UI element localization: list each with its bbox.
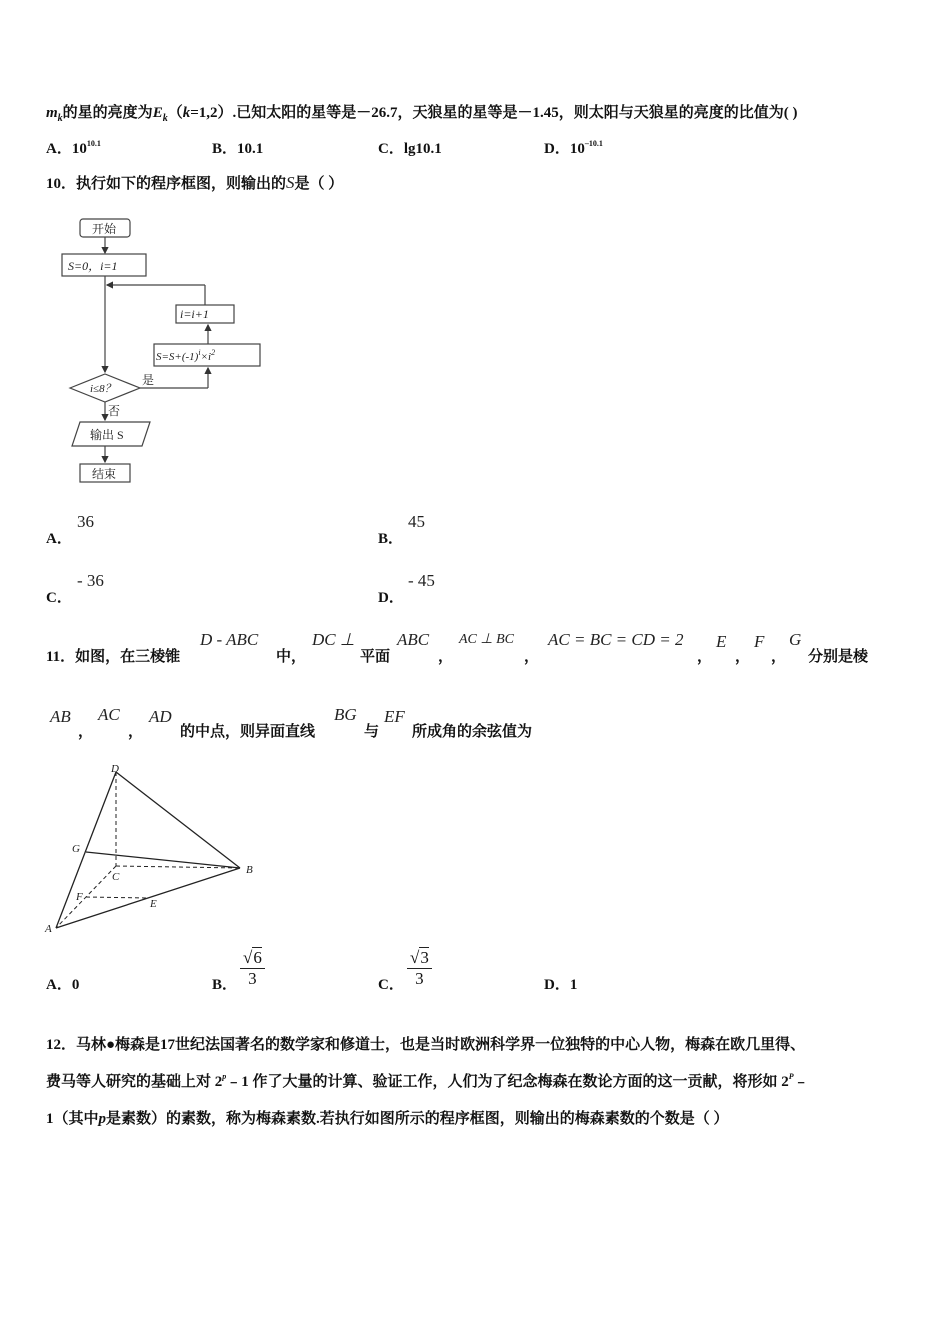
edge-AB [56, 868, 240, 928]
q11-math-F: F [754, 632, 765, 651]
q11-text-s2: 中， [276, 649, 307, 665]
q9-stem [46, 101, 798, 124]
math-sub-k2: k [162, 113, 168, 124]
option-text: 10.1 [237, 141, 264, 157]
option-label: A． [46, 977, 72, 993]
q12-line1: 12．马林●梅森是17世纪法国著名的数学家和修道士，也是当时欧洲科学界一位独特的中心人物，梅森在欧几里得、 [46, 1037, 806, 1053]
option-sup: –10.1 [584, 139, 603, 148]
q10-option-c-value: - 36 [77, 571, 104, 590]
q11-text-s3: 平面 [360, 649, 391, 665]
q11-math-EF: EF [384, 707, 405, 726]
q9-text-a: 的星的亮度为 [62, 105, 153, 121]
label-C: C [112, 871, 120, 883]
q10-option-a-label: A． [46, 531, 72, 547]
option-label: D． [544, 977, 570, 993]
q11-math-AB: AB [50, 707, 71, 726]
math-m: m [46, 105, 58, 121]
q10-flowchart [60, 212, 280, 492]
q11-option-c-label: C． [378, 977, 404, 993]
flow-update-text: $S=S+(-1)^i\times i^2$ [156, 348, 216, 363]
q11-tetrahedron-figure [40, 760, 270, 940]
label-B: B [246, 864, 253, 876]
q11-math-G: G [789, 630, 802, 649]
q11-math-BG: BG [334, 705, 357, 724]
flow-no-label: 否 [108, 404, 121, 418]
q9-text-c: =1,2）.已知太阳的星等是－26.7，天狼星的星等是－1.45，则太阳与天狼星的亮度的比值为( ) [190, 105, 798, 121]
q12-line3 [46, 1107, 729, 1128]
option-base: 10 [71, 141, 87, 157]
q12-text-e: 是素数）的素数，称为梅森素数.若执行如图所示的程序框图，则输出的梅森素数的个数是（ ） [106, 1111, 729, 1127]
q12-text-b: ﹣1 作了大量的计算、验证工作，人们为了纪念梅森在数论方面的这一贡献，将形如 2 [226, 1074, 789, 1090]
q10-option-d-label: D． [378, 590, 404, 606]
option-label: B． [212, 141, 238, 157]
q12-line2 [46, 1070, 809, 1091]
q11-text-s12: 的中点，则异面直线 [180, 724, 316, 740]
q9-text-b: （ [167, 105, 183, 121]
label-E: E [150, 898, 157, 910]
option-label: C． [378, 141, 404, 157]
q12-text-d: 1（其中 [46, 1111, 99, 1127]
segment-GB [86, 852, 240, 868]
q12-sup-P: P [788, 1072, 794, 1081]
label-A: A [45, 923, 52, 935]
q10-text-b: 是（ ） [294, 176, 344, 192]
edge-DA [56, 772, 116, 928]
fraction-numerator: 3 [420, 948, 429, 967]
edge-DB [116, 772, 240, 868]
q10-text-a: 10．执行如下的程序框图，则输出的 [46, 176, 287, 192]
option-label: D． [544, 141, 570, 157]
q11-text-s4: ， [438, 649, 454, 665]
q11-option-c-fraction: $\frac{√3}{3}$ [407, 948, 432, 989]
q11-math-DC-perp: DC ⊥ [312, 630, 355, 649]
q11-text-s6: ， [697, 649, 713, 665]
q9-option-b [212, 137, 263, 158]
segment-FE [86, 897, 148, 898]
q9-option-c [378, 137, 442, 158]
flow-start-text: 开始 [92, 222, 117, 236]
q12-text-a: 费马等人研究的基础上对 2 [46, 1074, 223, 1090]
math-S: S [286, 173, 295, 192]
flow-yes-label: 是 [142, 373, 155, 387]
q11-math-DABC: D - ABC [200, 630, 259, 649]
q11-math-AC-perp-BC: AC ⊥ BC [459, 632, 514, 647]
q11-math-equalities: AC = BC = CD = 2 [548, 630, 684, 649]
q10-option-a-value: 36 [77, 512, 94, 531]
q11-math-E: E [716, 632, 727, 651]
label-G: G [72, 843, 80, 855]
option-label: A． [46, 141, 72, 157]
q11-text-s14: 所成角的余弦值为 [412, 724, 533, 740]
q11-option-b-fraction: $\frac{√6}{3}$ [240, 948, 265, 989]
q10-option-d-value: - 45 [408, 571, 435, 590]
option-value: 0 [71, 977, 80, 993]
q12-sup-p: p [222, 1072, 227, 1081]
q12-math-p: p [98, 1111, 107, 1127]
flow-condition-text: i≤8？ [90, 383, 116, 395]
option-text: lg10.1 [403, 141, 442, 157]
q11-stem-a: 11．如图，在三棱锥 [46, 649, 181, 665]
flow-output-text: 输出 S [90, 428, 124, 442]
q9-option-a [46, 137, 101, 158]
q11-text-s10: ， [78, 724, 94, 740]
q11-option-d [544, 973, 577, 994]
q9-option-d [544, 137, 603, 158]
q11-text-s5: ， [524, 649, 540, 665]
q11-math-AC: AC [98, 705, 120, 724]
fraction-denominator: 3 [248, 969, 257, 988]
math-E: E [152, 105, 163, 121]
q12-text-c: ﹣ [793, 1074, 809, 1090]
q11-math-ABC: ABC [397, 630, 430, 649]
q11-option-b-label: B． [212, 977, 238, 993]
q10-stem [46, 172, 343, 193]
q11-text-s7: ， [735, 649, 751, 665]
option-value: 1 [569, 977, 578, 993]
flow-init-text: S=0，i=1 [68, 259, 118, 273]
q10-option-c-label: C． [46, 590, 72, 606]
label-F: F [76, 891, 83, 903]
math-sub-k: k [57, 113, 63, 124]
flow-end-text: 结束 [92, 467, 117, 481]
option-base: 10 [569, 141, 585, 157]
label-D: D [111, 763, 119, 775]
q11-text-s9: 分别是棱 [808, 649, 869, 665]
q11-text-s13: 与 [364, 724, 380, 740]
math-k: k [182, 105, 191, 121]
fraction-denominator: 3 [415, 969, 424, 988]
q10-option-b-value: 45 [408, 512, 425, 531]
fraction-numerator: 6 [253, 948, 262, 967]
q11-math-AD: AD [149, 707, 172, 726]
q11-text-s8: ， [771, 649, 787, 665]
q10-option-b-label: B． [378, 531, 404, 547]
option-sup: 10.1 [86, 139, 101, 148]
q11-option-a [46, 973, 79, 994]
flow-increment-text: i=i+1 [180, 307, 209, 321]
q11-text-s11: ， [128, 724, 144, 740]
